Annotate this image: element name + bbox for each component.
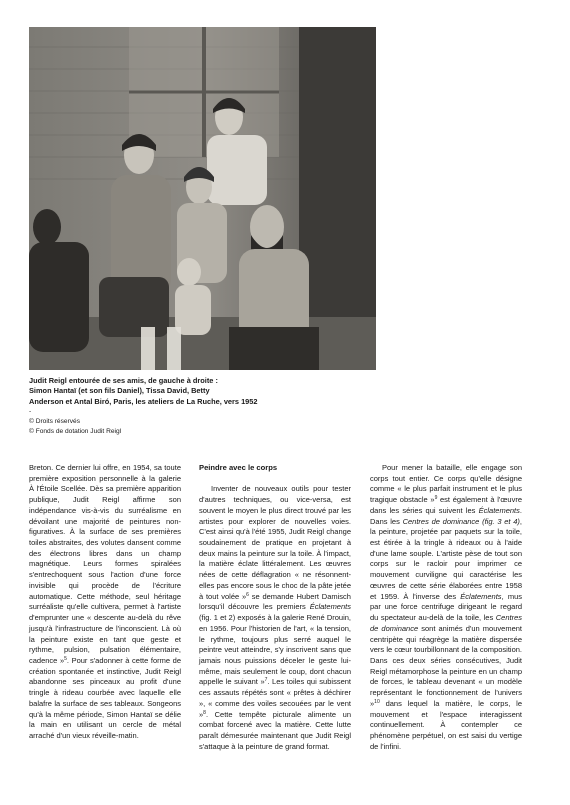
copyright-credit: © Droits réservés xyxy=(29,418,81,426)
section-heading: Peindre avec le corps xyxy=(199,463,278,472)
caption-separator: - xyxy=(29,408,32,416)
paragraph: Breton. Ce dernier lui offre, en 1954, sa toute première exposition personnelle à la galerie À l'Étoile Scellée. Dès sa première apparition publique, Judit Reigl affirme son indépendance vis-à-vis du surréalisme en dévoilant une majorité de peintures non-figuratives. À la surface de ses premières toiles abstraites, des volutes dansent comme des électrons libres dans un champ magnétique. Leurs formes spiralées s'entrechoquent sous l'action d'une force invisible qui procède de l'écriture automatique. Cette méthode, seul héritage surréaliste qu'elle cultivera, permet à l'artiste d'emprunter une « descente au-delà du rêve jusqu'à l'infrastructure de l'inconscient. Là où la peinture existe en tant que geste et rythme, pulsion, pulsation élémentaire, cadence »$^5$. Pour s'adonner à cette forme de création spontanée et instinctive, Judit Reigl abandonne ses pinceaux au profit d'une tringle à rideau courbée avec laquelle elle balafre la surface de ses tableaux. Songeons qu'à la même période, Simon Hantaï se délie la main en utilisant un cercle de métal arraché d'un vieux réveille-matin. xyxy=(29,463,181,740)
footnote-ref[interactable]: 6 xyxy=(246,591,249,598)
paragraph: Inventer de nouveaux outils pour tester d'autres techniques, ou vice-versa, est souvent le moyen le plus direct trouvé par les artistes pour explorer de nouvelles voies. C'est ainsi qu'à l'été 1955, Judit Reigl change soudainement de pratique en projetant à deux mains la peinture sur la toile. À l'impact, la matière éclate littéralement. Les œuvres nées de cette déflagration « ne résonnent-elles pas encore sous le choc de la pâte jetée à tout volée »$^6$ se demande Hubert Damisch lorsqu'il découvre les premiers Éclatements (fig. 1 et 2) exposés à la galerie René Drouin, en 1956. Pour l'historien de l'art, « la tension, le rythme, toujours plus serré auquel le peintre veut atteindre, s'y inscrivent sans que jamais nous puissions déceler le geste lui-même, mais seulement le coup, dont chacun appelle le suivant »$^7$. Les toiles qui subissent ces assauts répétés sont « prêtes à déchirer », « comme des voiles secouées par le vent »$^8$. Cette tempête picturale alimente un combat forcené avec la matière. Cette lutte paraît démesurée maintenant que Judit Reigl s'attaque à la peinture de grand format. xyxy=(199,484,351,751)
caption-line: Anderson et Antal Biró, Paris, les ateliers de La Ruche, vers 1952 xyxy=(29,396,258,406)
paragraph: Pour mener la bataille, elle engage son corps tout entier. Ce corps qu'elle désigne comme « le plus parfait instrument et le plus tragique obstacle »$^9$ est également à l'œuvre dans les séries qui suivent les Éclatements. Dans les Centres de dominance (fig. 3 et 4), la peinture, projetée par paquets sur la toile, est étirée à la tringle à rideaux ou à l'aide d'une lame souple. L'artiste pèse de tout son corps sur le racloir pour imprimer ce mouvement curviligne qui caractérise les œuvres de cette série élaborées entre 1958 et 1959. À l'inverse des Éclatements, mus par une force centrifuge dirigeant le regard du spectateur au-delà de la toile, les Centres de dominance sont animés d'un mouvement centripète qui réagrège la matière dispersée vers le cœur tourbillonnant de la composition. Dans ces deux séries consécutives, Judit Reigl métamorphose la peinture en un champ de forces, le tableau devenant « un modèle représentant le fonctionnement de l'univers »$^{10}$ dans lequel la matière, le corps, le mouvement et l'espace interagissent continuellement. À contempler ce phénomène perpétuel, on est saisi du vertige de l'infini. xyxy=(370,463,522,751)
footnote-ref[interactable]: 10 xyxy=(374,698,380,705)
footnote-ref[interactable]: 9 xyxy=(434,495,438,502)
caption-line: Simon Hantaï (et son fils Daniel), Tissa David, Betty xyxy=(29,386,210,396)
copyright-credit: © Fonds de dotation Judit Reigl xyxy=(29,428,122,436)
text-column-1 xyxy=(29,463,181,742)
group-photograph xyxy=(29,27,376,370)
footnote-ref[interactable]: 8 xyxy=(203,709,206,716)
footnote-ref[interactable]: 5 xyxy=(64,655,67,662)
text-column-2 xyxy=(199,463,351,752)
photograph-icon xyxy=(29,27,376,370)
footnote-ref[interactable]: 7 xyxy=(264,677,268,684)
caption-line: Judit Reigl entourée de ses amis, de gauche à droite : xyxy=(29,376,218,385)
photo-caption xyxy=(29,376,329,437)
text-column-3 xyxy=(370,463,522,752)
